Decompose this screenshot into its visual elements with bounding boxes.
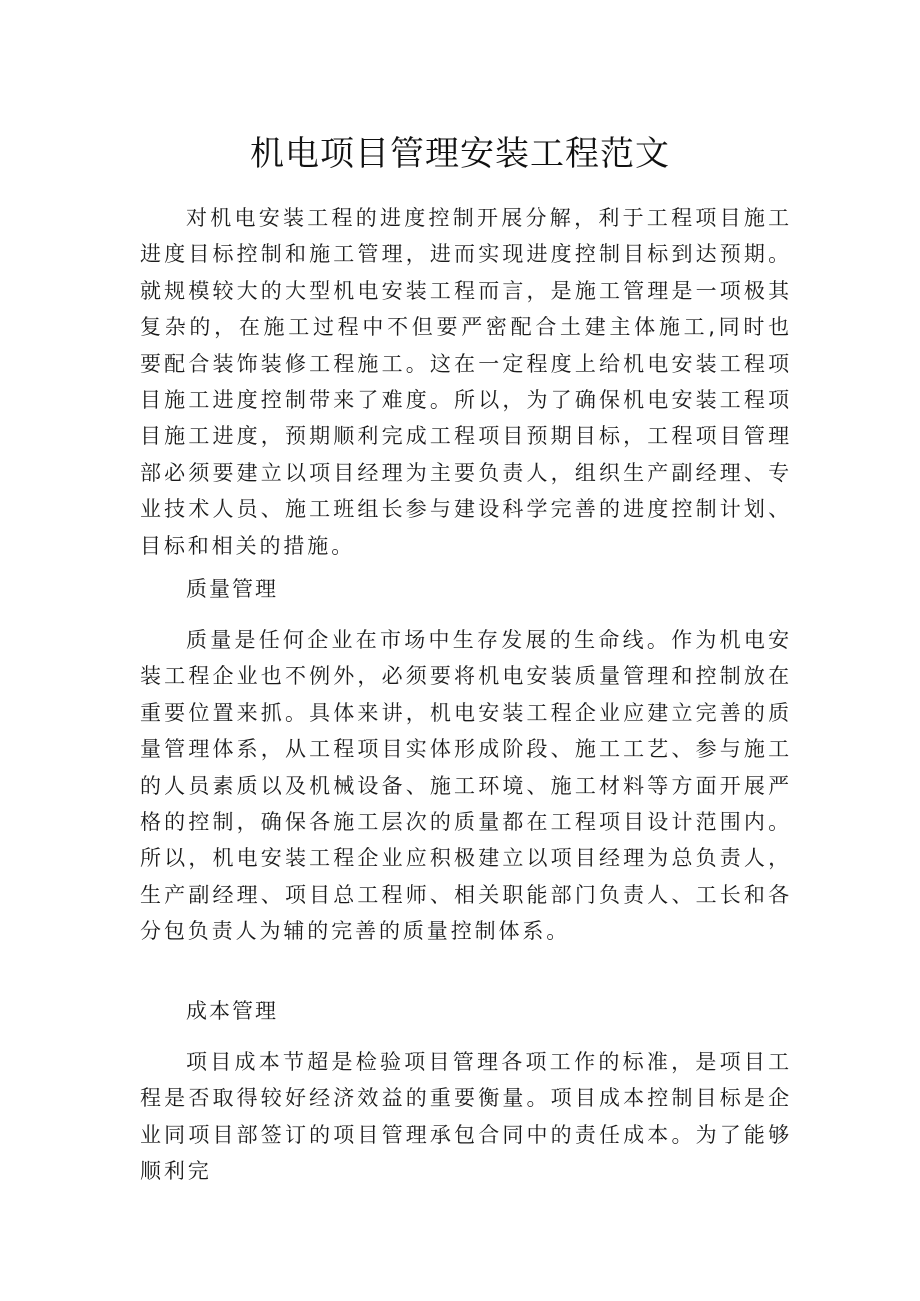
document-title: 机电项目管理安装工程范文 [250,134,670,174]
paragraph-schedule-control: 对机电安装工程的进度控制开展分解，利于工程项目施工进度目标控制和施工管理，进而实现进度控制目标到达预期。就规模较大的大型机电安装工程而言，是施工管理是一项极其复杂的，在施工过程中不但要严密配合土建主体施工,同时也要配合装饰装修工程施工。这在一定程度上给机电安装工程项目施工进度控制带来了难度。所以，为了确保机电安装工程项目施工进度，预期顺利完成工程项目预期目标，工程项目管理部必须要建立以项目经理为主要负责人，组织生产副经理、专业技术人员、施工班组长参与建设科学完善的进度控制计划、目标和相关的措施。 [140,206,792,558]
paragraph-quality-management: 质量是任何企业在市场中生存发展的生命线。作为机电安装工程企业也不例外，必须要将机电安装质量管理和控制放在重要位置来抓。具体来讲，机电安装工程企业应建立完善的质量管理体系，从工程项目实体形成阶段、施工工艺、参与施工的人员素质以及机械设备、施工环境、施工材料等方面开展严格的控制，确保各施工层次的质量都在工程项目设计范围内。所以，机电安装工程企业应积极建立以项目经理为总负责人，生产副经理、项目总工程师、相关职能部门负责人、工长和各分包负责人为辅的完善的质量控制体系。 [140,628,792,944]
paragraph-cost-management: 项目成本节超是检验项目管理各项工作的标准，是项目工程是否取得较好经济效益的重要衡量。项目成本控制目标是企业同项目部签订的项目管理承包合同中的责任成本。为了能够顺利完 [140,1050,792,1184]
section-heading-cost: 成本管理 [186,999,278,1023]
section-heading-quality: 质量管理 [186,577,278,601]
